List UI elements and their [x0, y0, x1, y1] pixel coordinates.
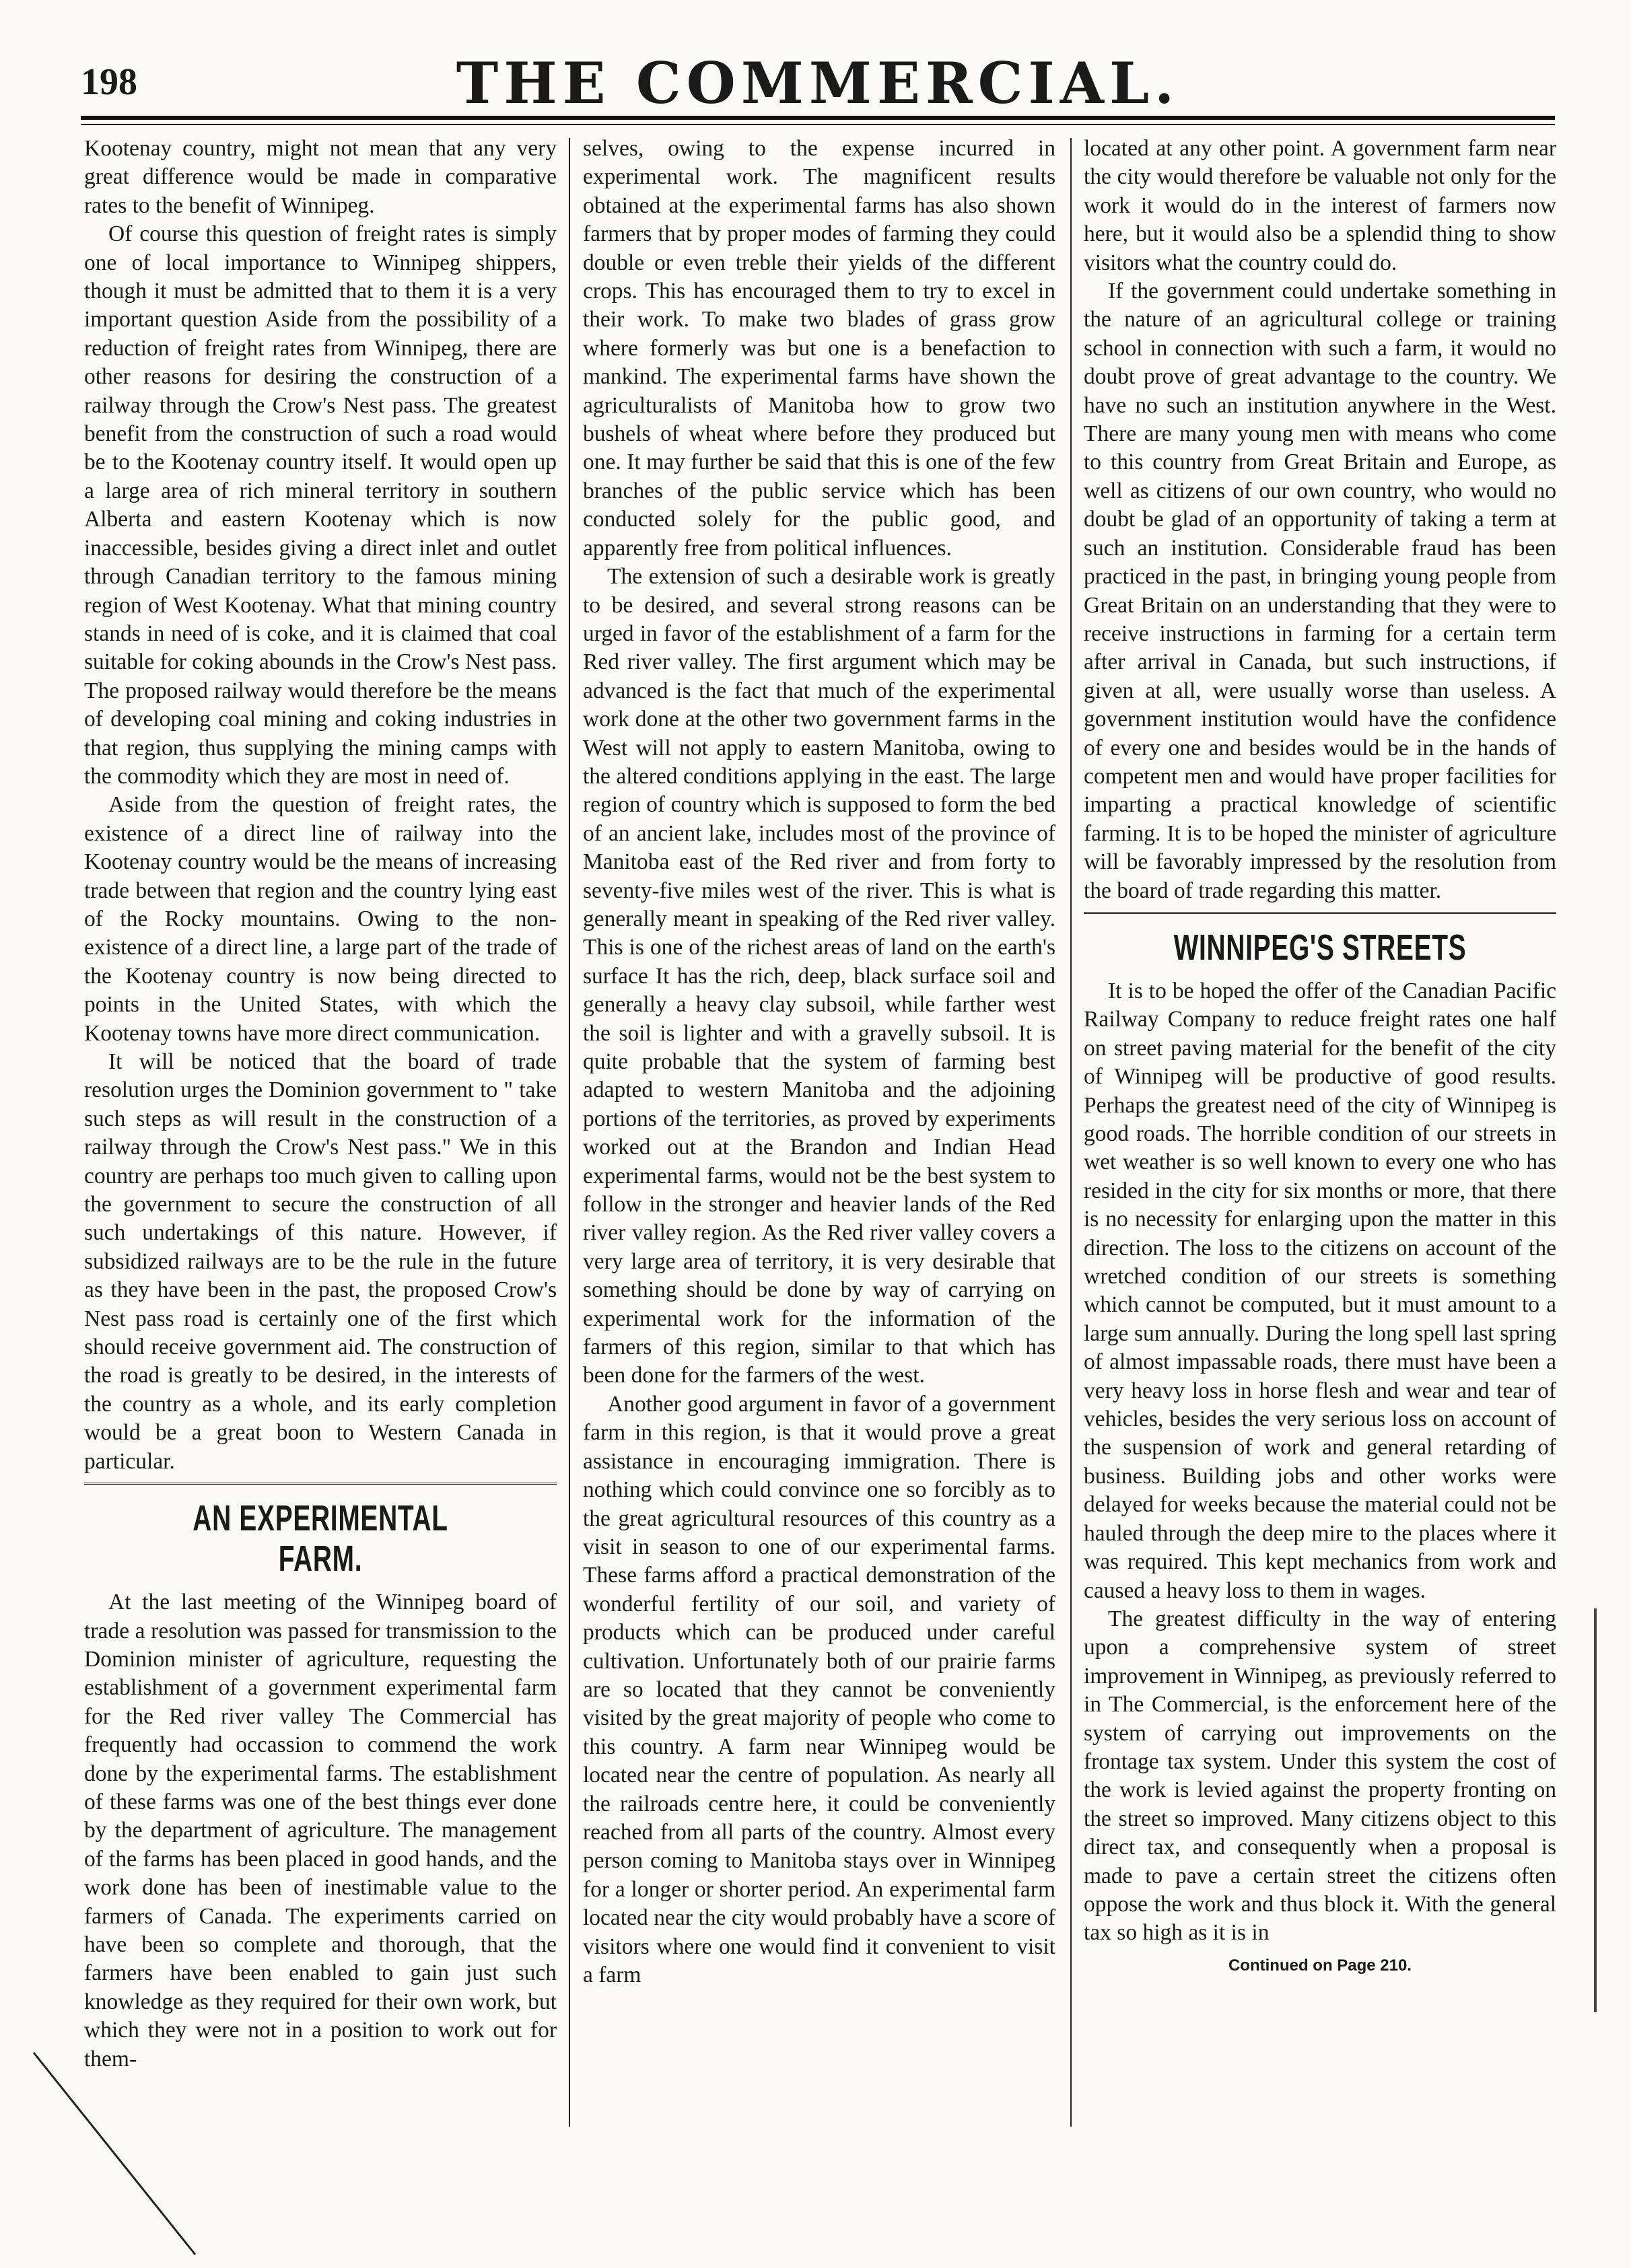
paragraph: Kootenay country, might not mean that any very great difference would be made in comparative rates to the benefit of Winnipeg. — [84, 136, 557, 218]
masthead-rule — [81, 116, 1555, 120]
masthead — [81, 42, 1555, 116]
paragraph: selves, owing to the expense incurred in experimental work. The magnificent results obtained at the experimental farms has also shown farmers that by proper modes of farming they could double or even treble their yields of the different crops. This has encouraged them to try to excel in their work. To make two blades of grass grow where formerly was but one is a benefaction to mankind. The experimental farms have shown the agriculturalists of Manitoba how to grow two bushels of wheat where before they produced but one. It may further be said that this is one of the few branches of the public service which has been conducted solely for the public good, and apparently free from political influences. — [583, 136, 1055, 561]
column-3 — [1084, 135, 1556, 1980]
column-1 — [84, 135, 557, 2074]
column-divider — [1070, 138, 1072, 2127]
paragraph: It will be noticed that the board of trade resolution urges the Dominion government to " take such steps as will result in the construction of a railway through the Crow's Nest pass." We in this country are perhaps too much given to calling upon the government to secure the construction of all such undertakings of this nature. However, if subsidized railways are to be the rule in the future as they have been in the past, the proposed Crow's Nest pass road is certainly one of the first which should receive government aid. The construction of the road is greatly to be desired, in the interests of the country as a whole, and its early completion would be a great boon to Western Canada in particular. — [84, 1049, 557, 1474]
page-number: 198 — [81, 61, 137, 103]
column-divider — [569, 138, 570, 2127]
paragraph: If the government could undertake something in the nature of an agricultural college or training school in connection with such a farm, it would no doubt prove of great advantage to the country. We have no such an institution anywhere in the West. There are many young men with means who come to this country from Great Britain and Europe, as well as citizens of our own country, who would no doubt be glad of an opportunity of taking a term at such an institution. Considerable fraud has been practiced in the past, in bringing young people from Great Britain on an understanding that they were to receive instructions in farming for a certain term after arrival in Canada, but such instructions, if given at all, were usually worse than useless. A government institution would have the confidence of every one and besides would be in the hands of competent men and would have proper facilities for imparting a practical knowledge of scientific farming. It is to be hoped the minister of agriculture will be favorably impressed by the resolution from the board of trade regarding this matter. — [1084, 279, 1556, 903]
paragraph: It is to be hoped the offer of the Canadian Pacific Railway Company to reduce freight rates one half on street paving material for the benefit of the city of Winnipeg will be productive of good results. Perhaps the greatest need of the city of Winnipeg is good roads. The horrible condition of our streets in wet weather is so well known to every one who has resided in the city for six months or more, that there is no necessity for enlarging upon the matter in this direction. The loss to the citizens on account of the wretched condition of our streets is something which cannot be computed, but it must amount to a large sum annually. During the long spell last spring of almost impassable roads, there must have been a very heavy loss in horse flesh and wear and tear of vehicles, besides the very serious loss on account of the suspension of work and general retarding of business. Building jobs and other works were delayed for weeks because the material could not be hauled through the deep mire to the places where it was required. This kept mechanics from work and caused a heavy loss to them in wages. — [1084, 978, 1556, 1603]
masthead-rule-thin — [81, 124, 1555, 125]
column-2 — [583, 135, 1055, 1989]
paragraph: Of course this question of freight rates is simply one of local importance to Winnipeg shippers, though it must be admitted that to them it is a very important question Aside from the possibility of a reduction of freight rates from Winnipeg, there are other reasons for desiring the construction of a railway through the Crow's Nest pass. The greatest benefit from the construction of such a road would be to the Kootenay country itself. It would open up a large area of rich mineral territory in southern Alberta and eastern Kootenay which is now inaccessible, besides giving a direct inlet and outlet through Canadian territory to the famous mining region of West Kootenay. What that mining country stands in need of is coke, and it is claimed that coal suitable for coking abounds in the Crow's Nest pass. The proposed railway would therefore be the means of developing coal mining and coking industries in that region, thus supplying the mining camps with the commodity which they are most in need of. — [84, 221, 557, 789]
section-rule — [84, 1483, 557, 1485]
paragraph: The extension of such a desirable work is greatly to be desired, and several strong reasons can be urged in favor of the establishment of a farm for the Red river valley. The first argument which may be advanced is the fact that much of the experimental work done at the other two government farms in the West will not apply to eastern Manitoba, owing to the altered conditions applying in the east. The large region of country which is supposed to form the bed of an ancient lake, includes most of the province of Manitoba east of the Red river and from forty to seventy-five miles west of the river. This is what is generally meant in speaking of the Red river valley. This is one of the richest areas of land on the earth's surface It has the rich, deep, black surface soil and generally a heavy clay subsoil, while farther west the soil is lighter and with a gravelly subsoil. It is quite probable that the system of farming best adapted to western Manitoba and the adjoining portions of the territories, as proved by experiments worked out at the Brandon and Indian Head experimental farms, would not be the best system to follow in the stronger and heavier lands of the Red river valley region. As the Red river valley covers a very large area of territory, it is very desirable that something should be done by way of carrying on experimental work for the information of the farmers of this region, similar to that which has been done for the farmers of the west. — [583, 564, 1055, 1388]
margin-scan-mark — [1594, 1608, 1601, 2012]
paragraph: The greatest difficulty in the way of entering upon a comprehensive system of street improvement in Winnipeg, as previously referred to in The Commercial, is the enforcement here of the system of carrying out improvements on the frontage tax system. Under this system the cost of the work is levied against the property fronting on the street so improved. Many citizens object to this direct tax, and consequently when a proposal is made to pave a certain street the citizens often oppose the work and thus block it. With the general tax so high as it is in — [1084, 1606, 1556, 1946]
paragraph: Another good argument in favor of a government farm in this region, is that it would prove a great assistance in encouraging immigration. There is nothing which could convince one so forcibly as to the great agricultural resources of this country as a visit in season to one of our experimental farms. These farms afford a practical demonstration of the wonderful fertility of our soil, and variety of products which can be produced under careful cultivation. Unfortunately both of our prairie farms are so located that they cannot be conveniently visited by the great majority of people who come to this country. A farm near Winnipeg would be located near the centre of population. As nearly all the railroads centre here, it could be conveniently reached from all parts of the country. Almost every person coming to Manitoba stays over in Winnipeg for a longer or shorter period. An experimental farm located near the city would probably have a score of visitors where one would find it convenient to visit a farm — [583, 1391, 1055, 1987]
paragraph: located at any other point. A government farm near the city would therefore be valuable not only for the work it would do in the interest of farmers now here, but it would also be a splendid thing to show visitors what the country could do. — [1084, 136, 1556, 275]
article-heading: AN EXPERIMENTAL FARM. — [193, 1498, 448, 1580]
publication-title: THE COMMERCIAL. — [456, 50, 1180, 116]
scan-stroke-mark — [13, 2046, 215, 2261]
continued-note: Continued on Page 210. — [1228, 1956, 1412, 1975]
article-heading: WINNIPEG'S STREETS — [1173, 927, 1467, 968]
paragraph: Aside from the question of freight rates, the existence of a direct line of railway into the Kootenay country would be the means of increasing trade between that region and the country lying east of the Rocky mountains. Owing to the non-existence of a direct line, a large part of the trade of the Kootenay country is now being directed to points in the United States, with which the Kootenay towns have more direct communication. — [84, 792, 557, 1046]
section-rule — [1084, 912, 1556, 914]
paragraph: At the last meeting of the Winnipeg board of trade a resolution was passed for transmission to the Dominion minister of agriculture, requesting the establishment of a government experimental farm for the Red river valley The Commercial has frequently had occassion to commend the work done by the experimental farms. The establishment of these farms was one of the best things ever done by the department of agriculture. The management of the farms has been placed in good hands, and the work done has been of inestimable value to the farmers of Canada. The experiments carried on have been so complete and thorough, that the farmers have been enabled to gain just such knowledge as they required for their own work, but which they were not in a position to work out for them- — [84, 1590, 557, 2071]
